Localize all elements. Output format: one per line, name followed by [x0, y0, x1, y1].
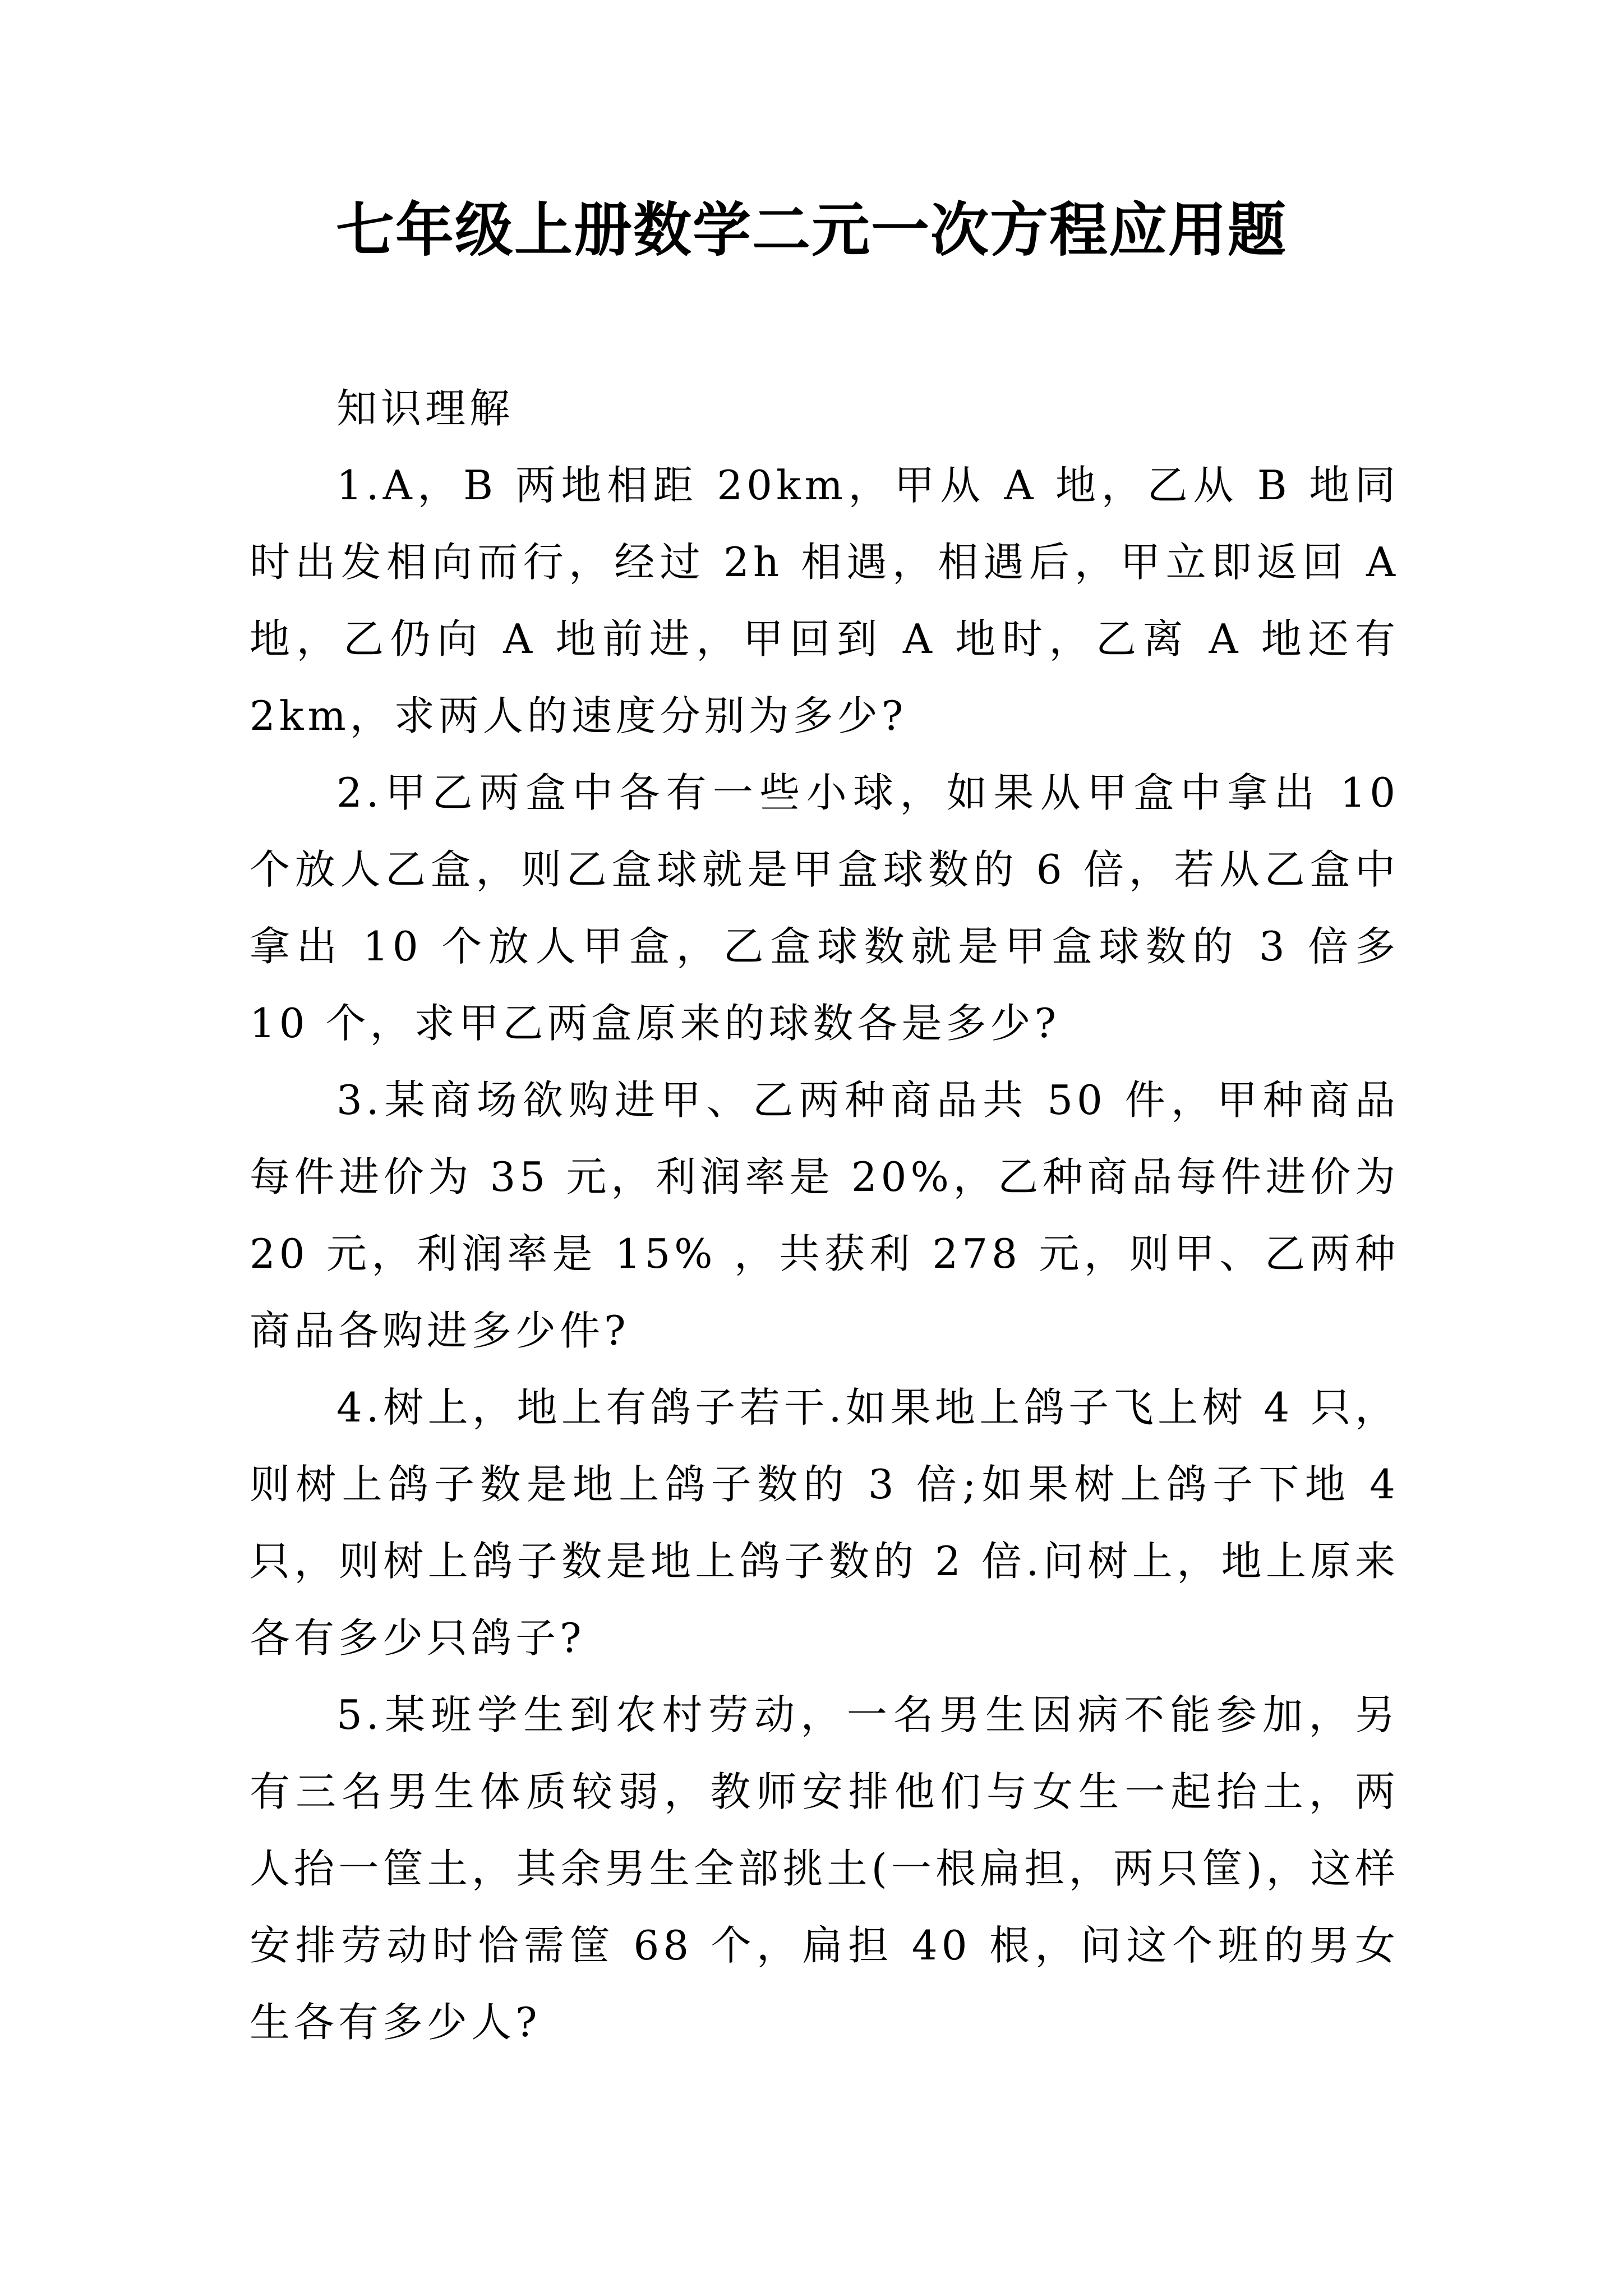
section-heading: 知识理解 [336, 385, 514, 432]
problem-3: 3.某商场欲购进甲、乙两种商品共 50 件，甲种商品每件进价为 35 元，利润率是 20%，乙种商品每件进价为 20 元，利润率是 15% ，共获利 278 元，则甲、乙两种商品各购进多少件? [250, 1076, 1399, 1354]
problem-4: 4.树上，地上有鸽子若干.如果地上鸽子飞上树 4 只，则树上鸽子数是地上鸽子数的 3 倍;如果树上鸽子下地 4 只，则树上鸽子数是地上鸽子数的 2 倍.问树上，地上原来各有多少只鸽子? [250, 1384, 1399, 1662]
document-title: 七年级上册数学二元一次方程应用题 [335, 195, 1287, 264]
document-body [250, 370, 1399, 2061]
problem-1: 1.A，B 两地相距 20km，甲从 A 地，乙从 B 地同时出发相向而行，经过 2h 相遇，相遇后，甲立即返回 A 地，乙仍向 A 地前进，甲回到 A 地时，乙离 A 地还有 2km，求两人的速度分别为多少? [250, 462, 1399, 739]
problem-5: 5.某班学生到农村劳动，一名男生因病不能参加，另有三名男生体质较弱，教师安排他们与女生一起抬土，两人抬一筐土，其余男生全部挑土(一根扁担，两只筐)，这样安排劳动时恰需筐 68 个，扁担 40 根，问这个班的男女生各有多少人? [250, 1691, 1399, 2046]
problem-2: 2.甲乙两盒中各有一些小球，如果从甲盒中拿出 10 个放人乙盒，则乙盒球就是甲盒球数的 6 倍，若从乙盒中拿出 10 个放人甲盒，乙盒球数就是甲盒球数的 3 倍多 10 个，求甲乙两盒原来的球数各是多少? [250, 769, 1399, 1047]
